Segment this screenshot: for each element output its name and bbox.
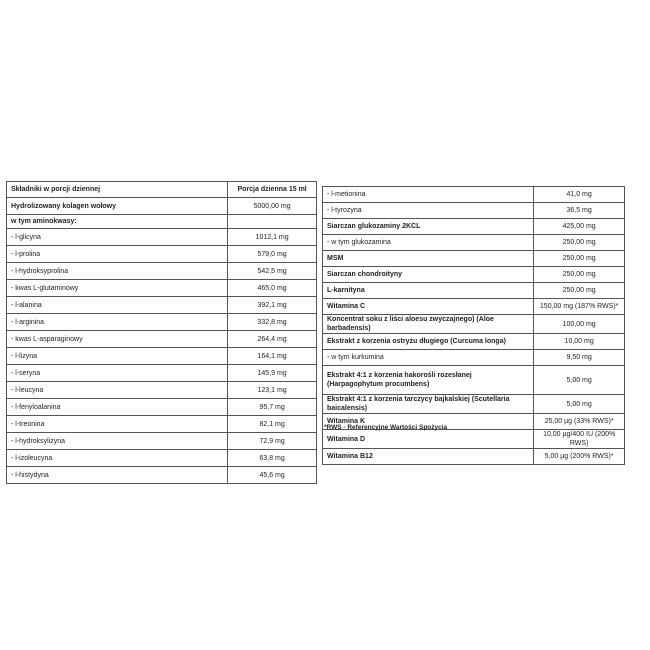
- amino-subheader: w tym aminokwasy:: [7, 215, 228, 229]
- ingredient-name: L-karnityna: [323, 283, 534, 299]
- ingredient-name: Witamina D: [323, 430, 534, 449]
- ingredient-name-line2: (Harpagophytum procumbens): [327, 381, 430, 388]
- ingredient-name: - w tym kurkumina: [323, 350, 534, 366]
- table-row: [7, 263, 317, 280]
- table-row: [7, 297, 317, 314]
- table-row: [7, 467, 317, 484]
- table-row: [7, 399, 317, 416]
- ingredient-name: - l-arginina: [7, 314, 228, 331]
- table-row: [323, 187, 625, 203]
- ingredient-value: 150,00 mg (187% RWS)*: [534, 299, 625, 315]
- ingredient-name: Witamina B12: [323, 449, 534, 465]
- ingredient-name: - l-fenyloalanina: [7, 399, 228, 416]
- table-row: [323, 203, 625, 219]
- ingredient-value: 250,00 mg: [534, 235, 625, 251]
- table-row: [323, 334, 625, 350]
- ingredient-value: 5,00 mg: [534, 395, 625, 414]
- table-header-row: [7, 182, 317, 198]
- ingredient-name: Ekstrakt 4:1 z korzenia tarczycy bajkalskiej (Scutellaria baicalensis): [323, 395, 534, 414]
- table-row: [7, 229, 317, 246]
- ingredient-name: - kwas L-glutaminowy: [7, 280, 228, 297]
- table-row: [323, 350, 625, 366]
- ingredient-value: 5,00 mg: [534, 366, 625, 395]
- ingredient-value: 123,1 mg: [228, 382, 317, 399]
- table-row: [323, 283, 625, 299]
- ingredient-value: 63,8 mg: [228, 450, 317, 467]
- table-row: [323, 267, 625, 283]
- table-row: [7, 314, 317, 331]
- ingredient-value: 250,00 mg: [534, 267, 625, 283]
- table-row: [323, 299, 625, 315]
- ingredient-name-line1: Ekstrakt 4:1 z korzenia hakorośli rozesłanej: [327, 372, 472, 379]
- ingredient-name: - l-tyrozyna: [323, 203, 534, 219]
- ingredient-name: Ekstrakt z korzenia ostryżu długiego (Curcuma longa): [323, 334, 534, 350]
- ingredient-name: Siarczan glukozaminy 2KCL: [323, 219, 534, 235]
- table-row: [323, 430, 625, 449]
- ingredient-value: 45,6 mg: [228, 467, 317, 484]
- table-row: [7, 433, 317, 450]
- table-row: [323, 219, 625, 235]
- ingredient-value: 542,5 mg: [228, 263, 317, 280]
- ingredient-name: - l-lizyna: [7, 348, 228, 365]
- table-row: [7, 280, 317, 297]
- ingredient-name: Siarczan chondroityny: [323, 267, 534, 283]
- ingredient-value: 579,0 mg: [228, 246, 317, 263]
- ingredient-name: - l-izoleucyna: [7, 450, 228, 467]
- ingredient-value: 250,00 mg: [534, 251, 625, 267]
- ingredient-name: [323, 366, 534, 395]
- ingredient-name: - l-treonina: [7, 416, 228, 433]
- ingredient-value: 10,00 µg/400 IU (200% RWS): [534, 430, 625, 449]
- ingredient-value: 82,1 mg: [228, 416, 317, 433]
- table-row: [323, 251, 625, 267]
- table-row: [7, 416, 317, 433]
- ingredient-value: 332,8 mg: [228, 314, 317, 331]
- table-row: [7, 348, 317, 365]
- ingredient-value: 25,00 µg (33% RWS)*: [534, 414, 625, 430]
- ingredient-value: 9,50 mg: [534, 350, 625, 366]
- ingredient-value: 1012,1 mg: [228, 229, 317, 246]
- table-row: [7, 382, 317, 399]
- ingredient-name: - l-prolina: [7, 246, 228, 263]
- ingredient-name: - l-hydroksyprolina: [7, 263, 228, 280]
- ingredient-name: - l-histydyna: [7, 467, 228, 484]
- table-row: [323, 366, 625, 395]
- ingredient-value: 425,00 mg: [534, 219, 625, 235]
- ingredient-value: 164,1 mg: [228, 348, 317, 365]
- ingredient-value: 392,1 mg: [228, 297, 317, 314]
- ingredient-name: - w tym glukozamina: [323, 235, 534, 251]
- rws-footnote: *RWS - Referencyjne Wartości Spożycia: [324, 424, 448, 431]
- ingredient-value: 264,4 mg: [228, 331, 317, 348]
- header-ingredients: Składniki w porcji dziennej: [7, 182, 228, 198]
- ingredient-value: 100,00 mg: [534, 315, 625, 334]
- ingredient-value: 36,5 mg: [534, 203, 625, 219]
- table-row: [7, 198, 317, 215]
- ingredient-name: - l-glicyna: [7, 229, 228, 246]
- ingredient-value: 95,7 mg: [228, 399, 317, 416]
- ingredient-name: - kwas L-asparaginowy: [7, 331, 228, 348]
- subheader-row: [7, 215, 317, 229]
- ingredient-name: Koncentrat soku z liści aloesu zwyczajnego) (Aloe barbadensis): [323, 315, 534, 334]
- ingredient-name: - l-metionina: [323, 187, 534, 203]
- ingredient-name: - l-leucyna: [7, 382, 228, 399]
- table-row: [323, 235, 625, 251]
- ingredient-name: MSM: [323, 251, 534, 267]
- table-row: [7, 331, 317, 348]
- ingredient-value: 5000,00 mg: [228, 198, 317, 215]
- ingredient-name: Hydrolizowany kolagen wołowy: [7, 198, 228, 215]
- left-nutrition-table: [6, 181, 317, 484]
- ingredient-value: 145,9 mg: [228, 365, 317, 382]
- ingredient-name: - l-hydroksylizyna: [7, 433, 228, 450]
- table-row: [7, 450, 317, 467]
- ingredient-value: 465,0 mg: [228, 280, 317, 297]
- table-row: [7, 246, 317, 263]
- table-row: [323, 449, 625, 465]
- ingredient-name: Witamina C: [323, 299, 534, 315]
- table-row: [7, 365, 317, 382]
- ingredient-name: Witamina K: [323, 414, 534, 430]
- ingredient-value: 10,00 mg: [534, 334, 625, 350]
- table-row: [323, 395, 625, 414]
- ingredient-value: 250,00 mg: [534, 283, 625, 299]
- table-row: [323, 315, 625, 334]
- ingredient-name: - l-seryna: [7, 365, 228, 382]
- ingredient-name: - l-alanina: [7, 297, 228, 314]
- header-daily-portion: Porcja dzienna 15 ml: [228, 182, 317, 198]
- ingredient-value: 5,00 µg (200% RWS)*: [534, 449, 625, 465]
- ingredient-value: 72,9 mg: [228, 433, 317, 450]
- ingredient-value: 41,0 mg: [534, 187, 625, 203]
